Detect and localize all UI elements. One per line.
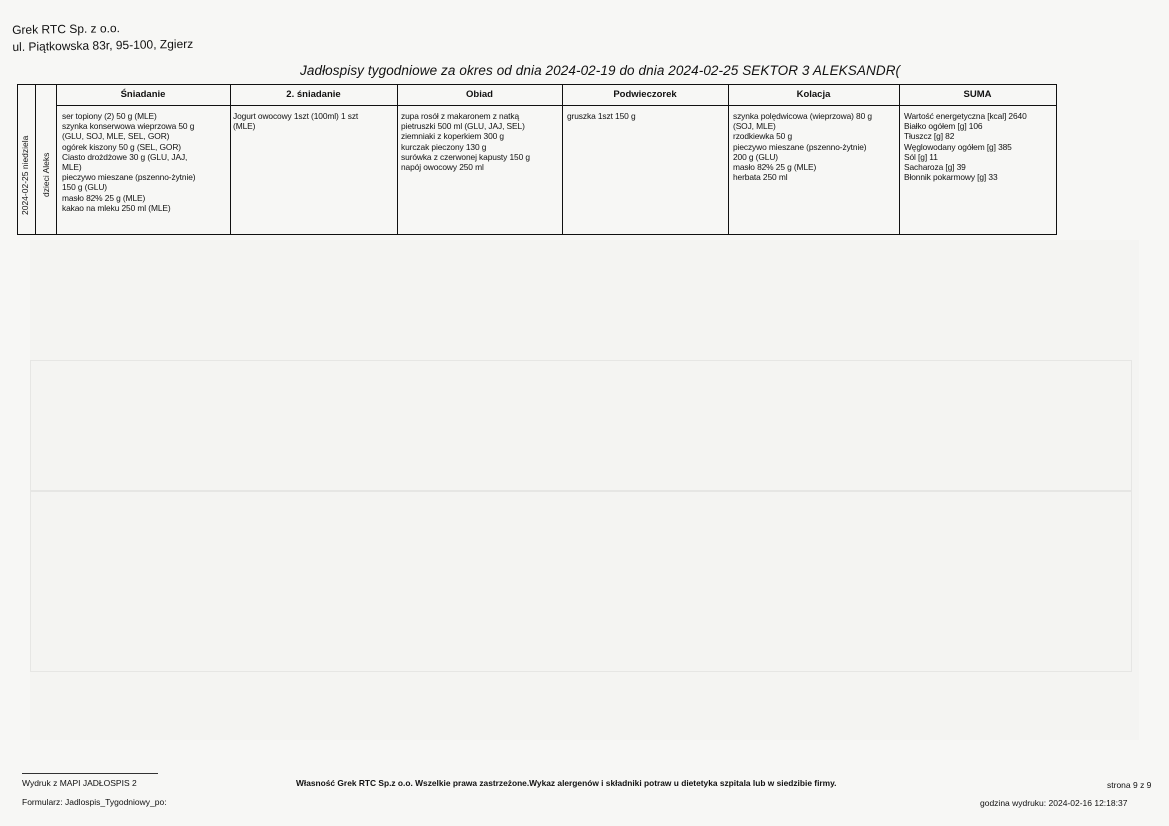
cell-line: masło 82% 25 g (MLE) [62,192,146,203]
footer-source: Wydruk z MAPI JADŁOSPIS 2 [22,778,137,788]
cell-line: kurczak pieczony 130 g [401,141,487,152]
document-title: Jadłospisy tygodniowe za okres od dnia 2024-02-19 do dnia 2024-02-25 SEKTOR 3 ALEKSANDR( [300,63,901,78]
cell-line: Wartość energetyczna [kcal] 2640 [904,111,1027,121]
cell-line: (MLE) [233,121,256,132]
cell-line: (SOJ, MLE) [733,121,776,132]
column-divider [899,85,900,234]
column-divider [397,85,398,234]
cell-podwieczorek [567,111,726,121]
column-divider [230,85,231,234]
cell-line: szynka konserwowa wieprzowa 50 g [62,121,195,132]
cell-line: pieczywo mieszane (pszenno-żytnie) [733,141,867,152]
cell-line: Sól [g] 11 [904,151,938,162]
company-address: ul. Piątkowska 83r, 95-100, Zgierz [12,36,194,54]
cell-line: zupa rosół z makaronem z natką [401,111,520,121]
cell-sniadanie [62,111,228,213]
footer-print-time: godzina wydruku: 2024-02-16 12:18:37 [980,798,1128,808]
cell-line: MLE) [62,162,82,173]
group-label: dzieci Aleks [41,152,51,197]
cell-obiad [401,111,560,172]
cell-line: pieczywo mieszane (pszenno-żytnie) [62,172,196,183]
cell-line: Białko ogółem [g] 106 [904,121,983,132]
footer-ownership: Własność Grek RTC Sp.z o.o. Wszelkie prawa zastrzeżone.Wykaz alergenów i składniki potraw u dietetyka szpitala lub w siedzibie firmy. [296,778,837,788]
cell-line: (GLU, SOJ, MLE, SEL, GOR) [62,131,170,142]
cell-line: gruszka 1szt 150 g [567,111,636,121]
cell-line: Błonnik pokarmowy [g] 33 [904,172,998,183]
bleed-through-grid [30,490,1132,672]
cell-line: Jogurt owocowy 1szt (100ml) 1 szt [233,111,359,121]
header-2-sniadanie: 2. śniadanie [286,89,341,100]
cell-2-sniadanie [233,111,395,131]
column-divider [35,85,36,234]
cell-line: szynka polędwicowa (wieprzowa) 80 g [733,111,872,121]
cell-line: Ciasto drożdżowe 30 g (GLU, JAJ, [62,151,188,162]
cell-line: ser topiony (2) 50 g (MLE) [62,111,157,121]
cell-line: ogórek kiszony 50 g (SEL, GOR) [62,141,181,152]
cell-line: 150 g (GLU) [62,182,107,193]
cell-line: rzodkiewka 50 g [733,131,793,142]
cell-line: kakao na mleku 250 ml (MLE) [62,202,171,213]
column-divider [562,85,563,234]
cell-line: Tłuszcz [g] 82 [904,131,955,142]
cell-line: Sacharoza [g] 39 [904,162,966,173]
header-sniadanie: Śniadanie [120,89,166,100]
menu-table [17,84,1057,235]
cell-kolacja [733,111,897,182]
column-divider [56,85,57,234]
cell-line: surówka z czerwonej kapusty 150 g [401,151,530,162]
header-suma: SUMA [963,89,992,100]
cell-line: Węglowodany ogółem [g] 385 [904,141,1012,152]
footer-page: strona 9 z 9 [1107,780,1152,790]
cell-line: 200 g (GLU) [733,151,778,162]
cell-line: napój owocowy 250 ml [401,162,484,173]
date-label: 2024-02-25 niedziela [20,135,30,215]
cell-line: pietruszki 500 ml (GLU, JAJ, SEL) [401,121,525,132]
company-block [12,19,193,56]
cell-suma [904,111,1054,182]
header-obiad: Obiad [466,89,493,100]
header-podwieczorek: Podwieczorek [613,89,677,100]
header-divider [56,105,1056,106]
footer-form: Formularz: Jadlospis_Tygodniowy_po: [22,797,167,807]
column-divider [728,85,729,234]
footer-rule [22,773,158,774]
cell-line: herbata 250 ml [733,172,788,183]
cell-line: masło 82% 25 g (MLE) [733,162,817,173]
header-kolacja: Kolacja [796,89,831,100]
bleed-through-grid [30,360,1132,492]
cell-line: ziemniaki z koperkiem 300 g [401,131,504,142]
company-name: Grek RTC Sp. z o.o. [12,21,121,37]
